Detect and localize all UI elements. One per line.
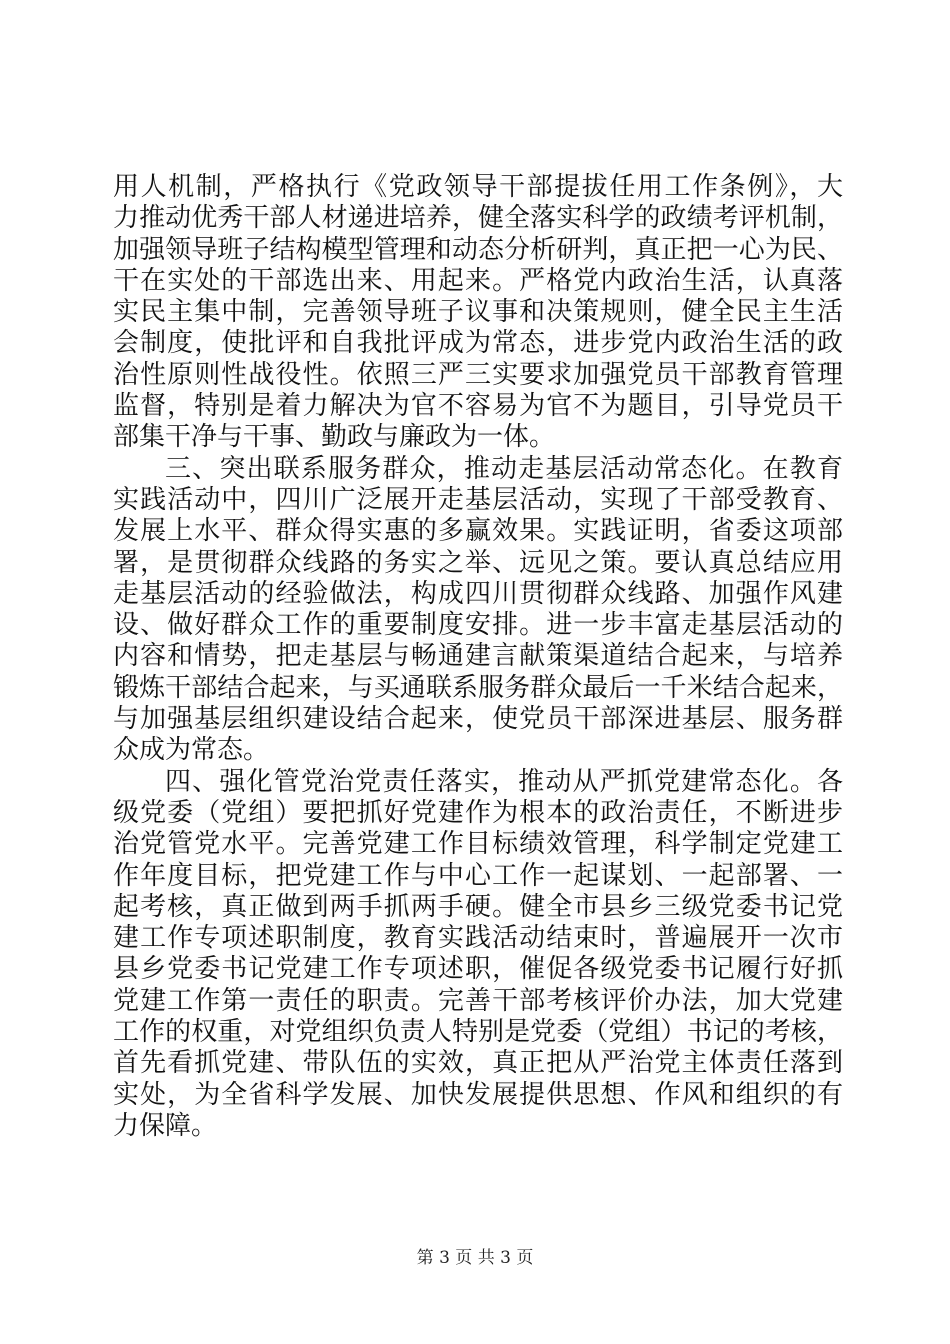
text-line: 实践活动中，四川广泛展开走基层活动，实现了干部受教育、	[113, 484, 843, 515]
text-line: 部集干净与干事、勤政与廉政为一体。	[113, 422, 556, 453]
text-line: 级党委（党组）要把抓好党建作为根本的政治责任，不断进步	[113, 797, 843, 828]
text-line: 力推动优秀干部人材递进培养，健全落实科学的政绩考评机制，	[113, 203, 843, 234]
text-line: 发展上水平、群众得实惠的多赢效果。实践证明，省委这项部	[113, 516, 843, 547]
text-line: 力保障。	[113, 1110, 218, 1141]
text-line: 县乡党委书记党建工作专项述职，催促各级党委书记履行好抓	[113, 954, 843, 985]
text-line: 建工作专项述职制度，教育实践活动结束时，普遍展开一次市	[113, 923, 843, 954]
text-line: 实民主集中制，完善领导班子议事和决策规则，健全民主生活	[113, 297, 843, 328]
text-line: 四、强化管党治党责任落实，推动从严抓党建常态化。各	[165, 766, 843, 797]
text-line: 会制度，使批评和自我批评成为常态，进步党内政治生活的政	[113, 328, 843, 359]
text-line: 设、做好群众工作的重要制度安排。进一步丰富走基层活动的	[113, 610, 843, 641]
text-line: 首先看抓党建、带队伍的实效，真正把从严治党主体责任落到	[113, 1048, 843, 1079]
text-line: 众成为常态。	[113, 735, 270, 766]
text-line: 锻炼干部结合起来，与买通联系服务群众最后一千米结合起来，	[113, 672, 843, 703]
document-body	[113, 172, 843, 1142]
text-line: 与加强基层组织建设结合起来，使党员干部深进基层、服务群	[113, 704, 843, 735]
text-line: 党建工作第一责任的职责。完善干部考核评价办法，加大党建	[113, 985, 843, 1016]
text-line: 加强领导班子结构模型管理和动态分析研判，真正把一心为民、	[113, 234, 843, 265]
text-line: 治党管党水平。完善党建工作目标绩效管理，科学制定党建工	[113, 829, 843, 860]
text-line: 治性原则性战役性。依照三严三实要求加强党员干部教育管理	[113, 359, 843, 390]
text-line: 走基层活动的经验做法，构成四川贯彻群众线路、加强作风建	[113, 578, 843, 609]
text-line: 监督，特别是着力解决为官不容易为官不为题目，引导党员干	[113, 391, 843, 422]
text-line: 干在实处的干部选出来、用起来。严格党内政治生活，认真落	[113, 265, 843, 296]
text-line: 作年度目标，把党建工作与中心工作一起谋划、一起部署、一	[113, 860, 843, 891]
text-line: 署，是贯彻群众线路的务实之举、远见之策。要认真总结应用	[113, 547, 843, 578]
text-line: 用人机制，严格执行《党政领导干部提拔任用工作条例》，大	[113, 172, 843, 202]
text-line: 三、突出联系服务群众，推动走基层活动常态化。在教育	[165, 453, 843, 484]
page-footer: 第 3 页 共 3 页	[416, 1248, 534, 1268]
text-line: 实处，为全省科学发展、加快发展提供思想、作风和组织的有	[113, 1079, 843, 1110]
text-line: 起考核，真正做到两手抓两手硬。健全市县乡三级党委书记党	[113, 891, 843, 922]
text-line: 工作的权重，对党组织负责人特别是党委（党组）书记的考核，	[113, 1017, 843, 1048]
text-line: 内容和情势，把走基层与畅通建言献策渠道结合起来，与培养	[113, 641, 843, 672]
